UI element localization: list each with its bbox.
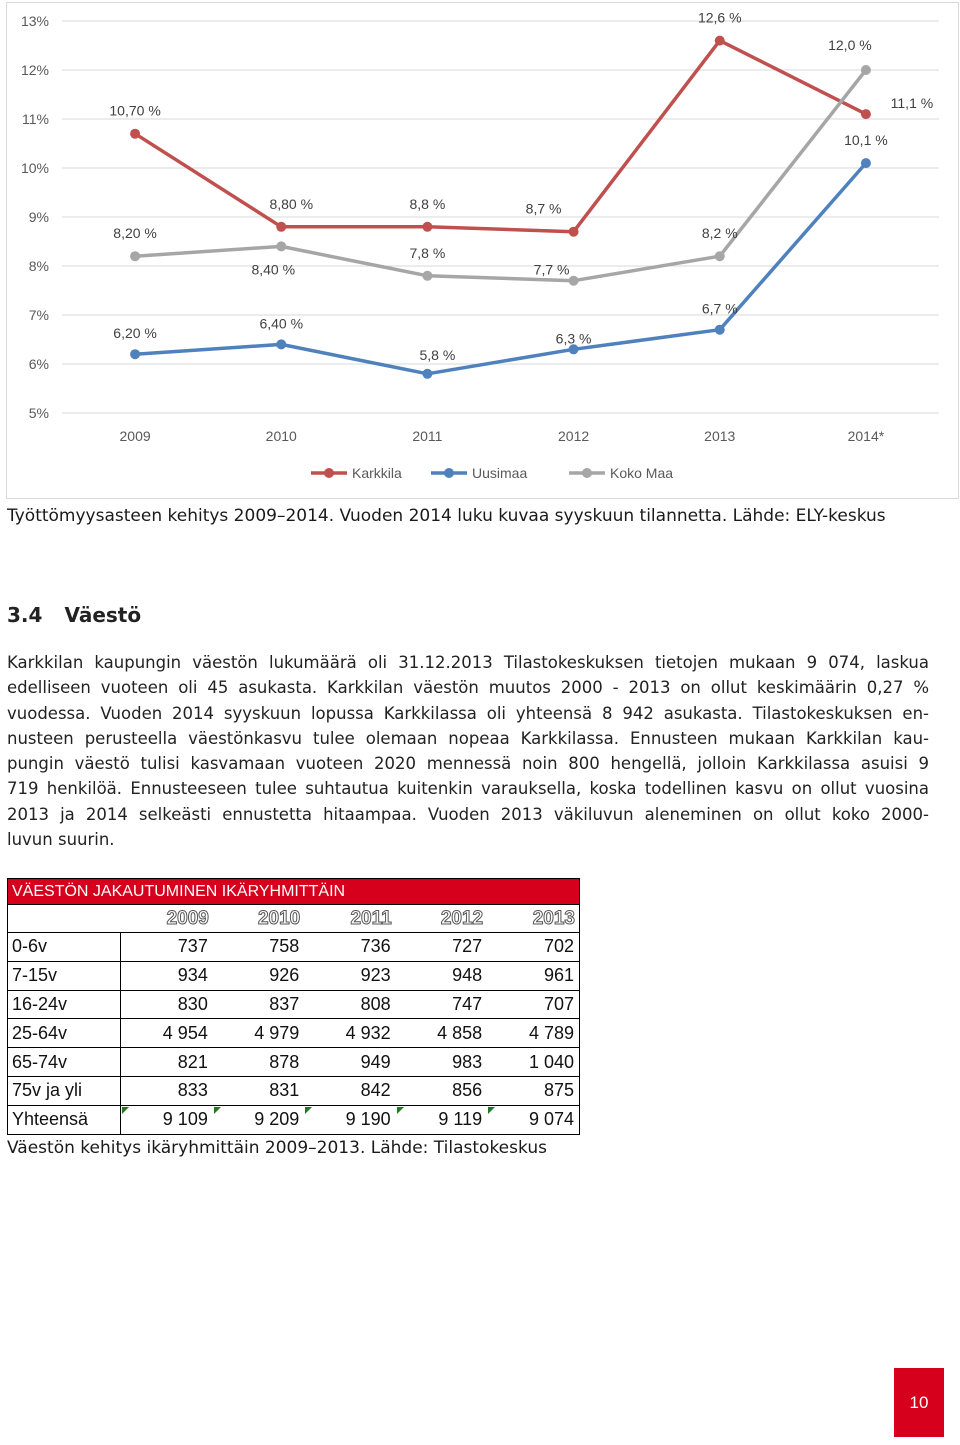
table-row <box>8 933 580 962</box>
y-tick-label: 5% <box>28 405 49 421</box>
table-cell: 1 040 <box>487 1048 579 1077</box>
table-row-label: 0-6v <box>8 933 121 962</box>
x-tick-label: 2010 <box>265 428 297 444</box>
unemployment-chart-svg <box>7 3 960 500</box>
data-label: 7,7 % <box>533 261 570 278</box>
data-label: 5,8 % <box>419 346 456 363</box>
series-line-karkkila <box>135 41 866 232</box>
data-label: 6,40 % <box>259 315 304 332</box>
table-row <box>8 990 580 1019</box>
data-label: 8,40 % <box>251 261 296 278</box>
table-cell: 9 109 <box>121 1105 213 1134</box>
y-tick-label: 11% <box>22 111 49 127</box>
table-title-row <box>8 879 580 905</box>
x-tick-label: 2009 <box>119 428 151 444</box>
table-cell: 4 954 <box>121 1019 213 1048</box>
legend-label: Uusimaa <box>472 465 528 481</box>
data-point <box>861 65 871 75</box>
table-cell: 707 <box>487 990 579 1019</box>
series-line-koko-maa <box>135 70 866 281</box>
table-row <box>8 1019 580 1048</box>
table-row-label: 65-74v <box>8 1048 121 1077</box>
table-row-label: 75v ja yli <box>8 1076 121 1105</box>
table-header-year: 2010 <box>257 907 301 929</box>
table-cell: 9 190 <box>304 1105 395 1134</box>
page-number: 10 <box>909 1392 929 1412</box>
table-cell: 4 789 <box>487 1019 579 1048</box>
data-point <box>422 222 432 232</box>
data-point <box>569 276 579 286</box>
data-label: 12,0 % <box>828 37 872 53</box>
x-tick-label: 2014* <box>847 428 885 444</box>
table-cell: 961 <box>487 961 579 990</box>
table-row <box>8 1105 580 1134</box>
data-label: 10,1 % <box>844 132 888 149</box>
y-tick-label: 6% <box>28 356 49 372</box>
data-label: 8,20 % <box>113 225 157 242</box>
data-point <box>715 251 725 261</box>
table-header-empty <box>8 905 121 933</box>
data-point <box>861 158 871 168</box>
y-tick-label: 10% <box>20 160 49 176</box>
table-cell: 9 209 <box>213 1105 304 1134</box>
table-cell: 830 <box>121 990 213 1019</box>
table-cell: 9 074 <box>487 1105 579 1134</box>
section-heading <box>7 603 141 627</box>
table-cell: 842 <box>304 1076 395 1105</box>
data-label: 6,7 % <box>701 300 738 317</box>
table-row-label: 25-64v <box>8 1019 121 1048</box>
table-row-label: 16-24v <box>8 990 121 1019</box>
legend-swatch-marker <box>444 468 454 478</box>
table-cell: 747 <box>396 990 487 1019</box>
table-cell: 926 <box>213 961 304 990</box>
x-tick-label: 2011 <box>412 428 443 444</box>
unemployment-chart <box>6 2 959 499</box>
table-cell: 934 <box>121 961 213 990</box>
body-line: Karkkilan kaupungin väestön lukumäärä oli 31.12.2013 Tilastokeskuksen tietojen mukaan 9 074, laskua <box>7 653 929 672</box>
body-paragraph <box>7 650 929 852</box>
body-line: pungin väestö tulisi kasvamaan vuoteen 2020 mennessä noin 800 hengellä, jolloin Karkkilassa asuisi 9 <box>7 754 929 774</box>
table-cell: 727 <box>396 933 487 962</box>
table-cell: 831 <box>213 1076 304 1105</box>
data-label: 7,8 % <box>409 244 446 261</box>
legend-swatch-marker <box>582 468 592 478</box>
data-point <box>276 339 286 349</box>
x-tick-label: 2012 <box>558 428 590 444</box>
data-point <box>422 271 432 281</box>
table-cell: 702 <box>487 933 579 962</box>
table-header-year: 2013 <box>532 907 575 929</box>
data-label: 6,3 % <box>555 330 592 347</box>
data-label: 8,8 % <box>409 195 446 212</box>
page-number-badge <box>894 1368 944 1437</box>
data-point <box>130 129 140 139</box>
table-cell: 821 <box>121 1048 213 1077</box>
y-tick-label: 12% <box>20 62 49 78</box>
table-header-year: 2012 <box>440 907 484 929</box>
table-cell: 4 932 <box>304 1019 395 1048</box>
table-cell: 4 858 <box>396 1019 487 1048</box>
table-cell: 923 <box>304 961 395 990</box>
data-label: 10,70 % <box>109 102 161 119</box>
data-label: 6,20 % <box>113 325 157 342</box>
table-cell: 4 979 <box>213 1019 304 1048</box>
population-table <box>7 878 580 1135</box>
table-row <box>8 1048 580 1077</box>
table-row-label: 7-15v <box>8 961 121 990</box>
data-point <box>276 222 286 232</box>
y-tick-label: 9% <box>28 209 49 225</box>
section-title: Väestö <box>64 603 142 627</box>
table-header-row <box>8 905 580 933</box>
data-point <box>715 36 725 46</box>
section-number: 3.4 <box>7 603 43 627</box>
data-label: 11,1 % <box>890 95 934 112</box>
y-tick-label: 7% <box>28 307 49 323</box>
body-line: vuodessa. Vuoden 2014 syyskuun lopussa Karkkilassa oli yhteensä 8 942 asukasta. Tilastokeskuksen en- <box>7 703 929 723</box>
data-label: 8,7 % <box>525 200 562 217</box>
table-cell: 837 <box>213 990 304 1019</box>
body-line: edelliseen vuoteen oli 45 asukasta. Karkkilan väestön muutos 2000 - 2013 on ollut keskimäärin 0,27 % <box>7 678 929 698</box>
body-line: 2013 ja 2014 selkeästi ennustetta hitaampaa. Vuoden 2013 väkiluvun aleneminen on ollut koko 2000- <box>7 804 929 824</box>
data-point <box>276 241 286 251</box>
chart-caption: Työttömyysasteen kehitys 2009–2014. Vuoden 2014 luku kuvaa syyskuun tilannetta. Lähde: ELY-keskus <box>7 506 886 526</box>
data-point <box>130 251 140 261</box>
table-cell: 808 <box>304 990 395 1019</box>
x-tick-label: 2013 <box>704 428 736 444</box>
data-label: 8,2 % <box>701 225 738 242</box>
y-tick-label: 8% <box>28 258 49 274</box>
table-cell: 878 <box>213 1048 304 1077</box>
data-point <box>861 109 871 119</box>
data-point <box>422 369 432 379</box>
legend-label: Karkkila <box>352 465 402 481</box>
table-cell: 737 <box>121 933 213 962</box>
table-caption: Väestön kehitys ikäryhmittäin 2009–2013. Lähde: Tilastokeskus <box>7 1138 547 1158</box>
series-line-uusimaa <box>135 163 866 374</box>
data-point <box>569 227 579 237</box>
table-title: VÄESTÖN JAKAUTUMINEN IKÄRYHMITTÄIN <box>8 879 580 905</box>
table-cell: 948 <box>396 961 487 990</box>
table-cell: 983 <box>396 1048 487 1077</box>
table-cell: 949 <box>304 1048 395 1077</box>
table-header-year: 2011 <box>350 907 392 929</box>
table-row-label: Yhteensä <box>8 1105 121 1134</box>
legend-label: Koko Maa <box>610 465 674 481</box>
table-cell: 736 <box>304 933 395 962</box>
table-cell: 758 <box>213 933 304 962</box>
body-line: nusteen perusteella väestönkasvu tulee olemaan nopeaa Karkkilassa. Ennusteen mukaan Karkkilan kau- <box>7 728 929 748</box>
table-cell: 875 <box>487 1076 579 1105</box>
body-line: 719 henkilöä. Ennusteeseen tulee suhtautua kuitenkin varauksella, koska todellinen kasvu on ollut vuosina <box>7 779 929 799</box>
table-row <box>8 1076 580 1105</box>
legend-swatch-marker <box>324 468 334 478</box>
table-cell: 856 <box>396 1076 487 1105</box>
table-header-year: 2009 <box>166 907 209 929</box>
table-row <box>8 961 580 990</box>
body-line: luvun suurin. <box>7 830 115 850</box>
table-cell: 833 <box>121 1076 213 1105</box>
y-tick-label: 13% <box>20 13 49 29</box>
data-label: 8,80 % <box>269 195 314 212</box>
data-label: 12,6 % <box>697 9 742 26</box>
table-cell: 9 119 <box>396 1105 487 1134</box>
data-point <box>715 325 725 335</box>
data-point <box>130 349 140 359</box>
